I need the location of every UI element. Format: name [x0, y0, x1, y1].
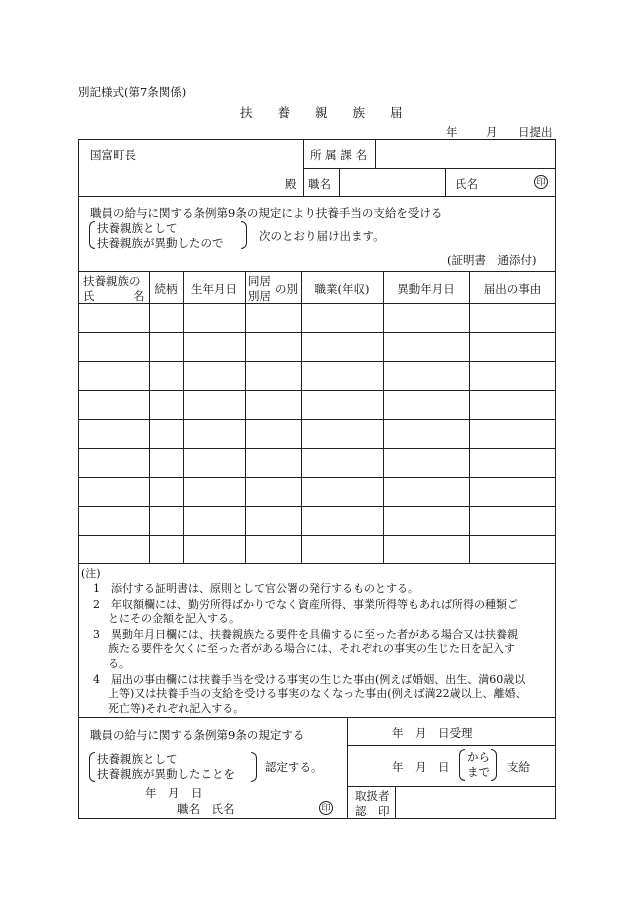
attachment-note: (証明書 通添付) [447, 253, 537, 267]
handler-seal-field[interactable] [397, 788, 554, 818]
left-brace-icon [459, 749, 465, 781]
col-cohabit-header-3: の別 [275, 282, 298, 296]
approval-line: 職員の給与に関する条例第9条の規定する [90, 728, 305, 742]
left-brace-icon [89, 221, 95, 249]
addressee-name: 国富町長 [90, 148, 136, 162]
col-name-header-1: 扶養親族の [83, 274, 141, 288]
col-name-header-2b: 名 [133, 289, 145, 303]
seal-icon: 印 [319, 801, 333, 815]
col-cohabit-header-1: 同居 [248, 274, 271, 288]
statement-line: 職員の給与に関する条例第9条の規定により扶養手当の支給を受ける [90, 206, 443, 220]
statement-option-2: 扶養親族が異動したので [97, 236, 224, 250]
right-brace-icon [251, 752, 257, 782]
received-date: 年 月 日受理 [392, 726, 473, 740]
addressee-dono: 殿 [285, 177, 297, 191]
name-field[interactable] [485, 170, 535, 194]
col-cohabit-header-2: 別居 [248, 289, 271, 303]
left-brace-icon [89, 752, 95, 782]
col-job-header: 職業(年収) [314, 282, 370, 296]
note-4c: 死亡等)それぞれ記入する。 [108, 702, 245, 715]
date-submitted: 日提出 [518, 125, 553, 139]
col-birthdate-header: 生年月日 [191, 282, 237, 296]
handler-label-1: 取扱者 [355, 789, 390, 803]
name-label: 氏名 [455, 177, 478, 191]
right-brace-icon [491, 749, 497, 781]
date-year: 年 [446, 125, 458, 139]
payment-date: 年 月 日 [392, 760, 450, 774]
approval-suffix: 認定する。 [265, 760, 323, 774]
col-change-date-header: 異動年月日 [397, 282, 455, 296]
approval-date: 年 月 日 [145, 786, 203, 800]
job-title-label: 職名 [308, 177, 331, 191]
note-3b: 族たる要件を欠くに至った者がある場合には、それぞれの事実の生じた日を記入す [108, 642, 515, 655]
statement-option-1: 扶養親族として [97, 221, 178, 235]
note-2b: とにその金額を記入する。 [108, 612, 240, 625]
department-field[interactable] [377, 142, 553, 166]
col-relation-header: 続柄 [154, 282, 178, 296]
job-title-field[interactable] [341, 170, 443, 194]
form-frame [78, 139, 556, 819]
approval-option-2: 扶養親族が異動したことを [97, 767, 235, 781]
right-brace-icon [241, 221, 247, 249]
form-reference: 別記様式(第7条関係) [78, 85, 187, 99]
note-3c: る。 [108, 657, 130, 670]
approval-signer: 職名 氏名 [177, 802, 235, 816]
note-3a: 3 異動年月日欄には、扶養親族たる要件を具備するに至った者がある場合又は扶養親 [93, 628, 518, 641]
date-month: 月 [486, 125, 498, 139]
payment-label: 支給 [507, 760, 530, 774]
note-4b: 上等)又は扶養手当の支給を受ける事実のなくなった事由(例えば満22歳以上、離婚、 [108, 687, 527, 700]
note-2a: 2 年収額欄には、勤労所得ばかりでなく資産所得、事業所得等もあれば所得の種類ご [93, 598, 518, 611]
col-name-header-2a: 氏 [83, 289, 95, 303]
handler-label-2: 認 印 [355, 804, 390, 818]
approval-option-1: 扶養親族として [97, 752, 178, 766]
payment-until: まで [467, 765, 490, 779]
statement-suffix: 次のとおり届け出ます。 [259, 229, 385, 243]
page-title: 扶 養 親 族 届 [240, 105, 403, 120]
notes-heading: (注) [81, 567, 101, 580]
department-label: 所 属 課 名 [310, 148, 367, 162]
col-reason-header: 届出の事由 [483, 282, 542, 296]
payment-from: から [467, 750, 490, 764]
seal-icon: 印 [534, 175, 548, 189]
note-4a: 4 届出の事由欄には扶養手当を受ける事実の生じた事由(例えば婚姻、出生、満60歳以 [93, 673, 526, 686]
note-1: 1 添付する証明書は、原則として官公署の発行するものとする。 [93, 582, 419, 595]
